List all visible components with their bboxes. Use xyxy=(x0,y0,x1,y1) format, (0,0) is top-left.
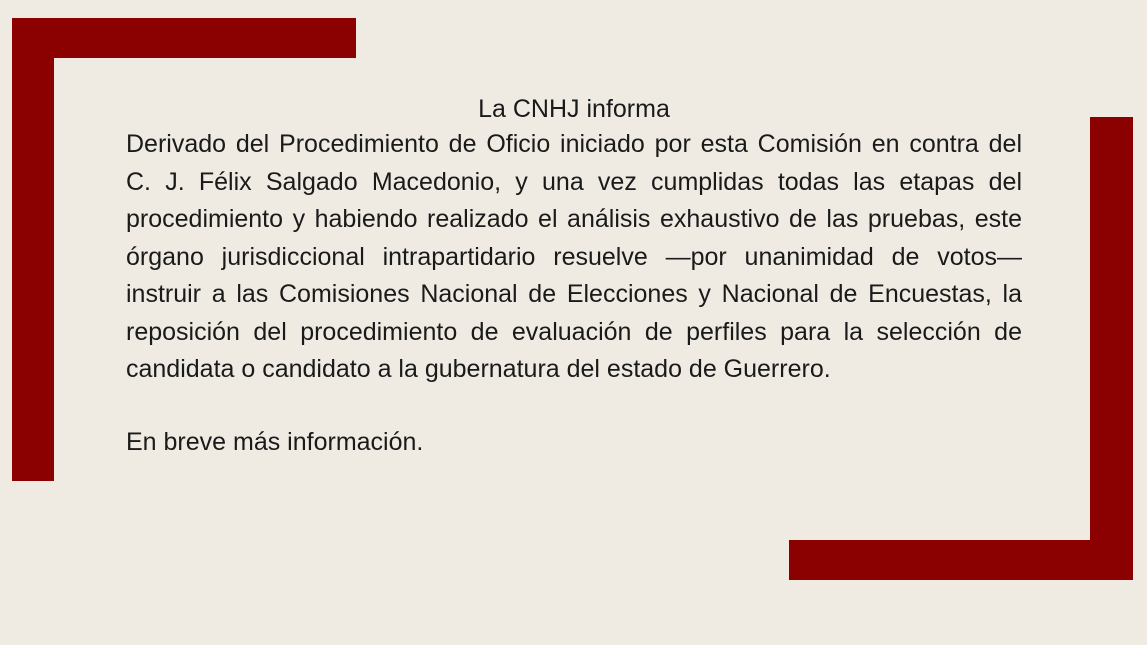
notice-content xyxy=(126,92,1022,461)
notice-body: Derivado del Procedimiento de Oficio iniciado por esta Comisión en contra del C. J. Félix Salgado Macedonio, y una vez cumplidas todas las etapas del procedimiento y habiendo realizado el análisis exhaustivo de las pruebas, este órgano jurisdiccional intrapartidario resuelve —por unanimidad de votos— instruir a las Comisiones Nacional de Elecciones y Nacional de Encuestas, la reposición del procedimiento de evaluación de perfiles para la selección de candidata o candidato a la gubernatura del estado de Guerrero. xyxy=(126,130,1022,383)
frame-top-left-horizontal-bar xyxy=(12,18,356,58)
frame-bottom-right-vertical-bar xyxy=(1090,117,1133,580)
notice-title: La CNHJ informa xyxy=(478,95,670,123)
frame-bottom-right-horizontal-bar xyxy=(789,540,1133,580)
frame-top-left-vertical-bar xyxy=(12,18,54,481)
notice-footer: En breve más información. xyxy=(126,427,424,456)
